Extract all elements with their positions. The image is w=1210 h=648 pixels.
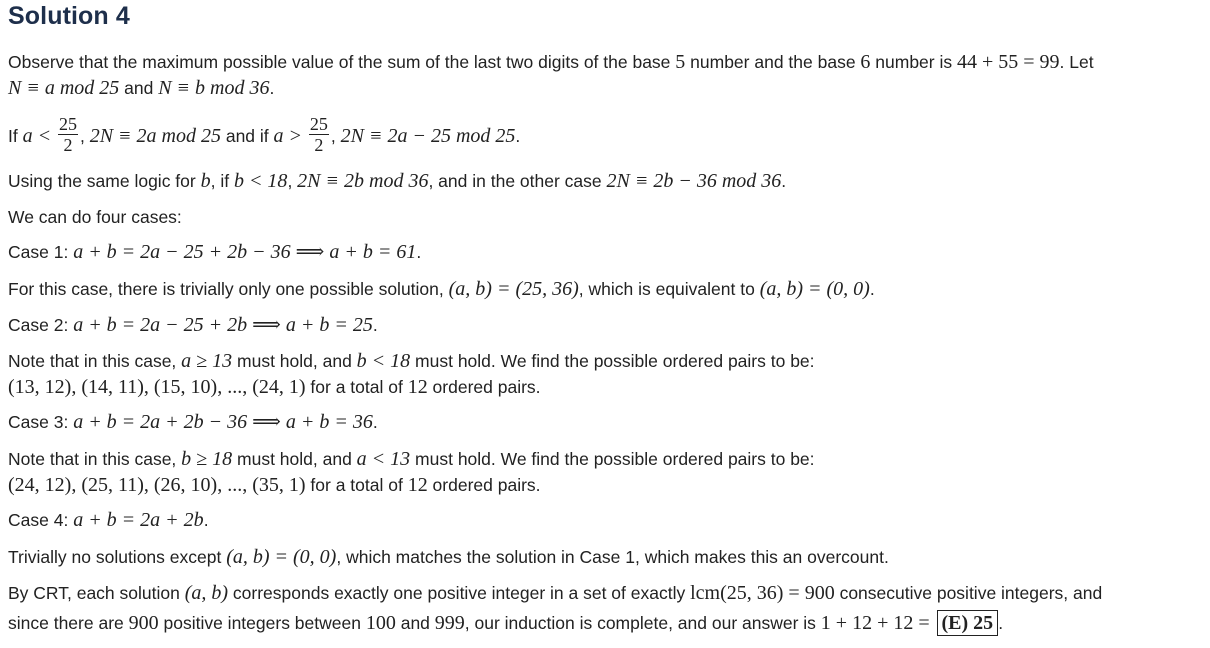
math: 6 (860, 51, 871, 73)
boxed-answer: (E) 25 (937, 610, 999, 636)
text: If (8, 126, 23, 146)
line-4 (8, 170, 786, 192)
text: Trivially no solutions except (8, 547, 227, 567)
math: a < (22, 125, 52, 147)
line-8-case-2 (8, 314, 378, 336)
text: Case 4: (8, 510, 74, 530)
math: (24, 12), (25, 11), (26, 10), ..., (35, 1) (8, 474, 306, 496)
text: . (998, 613, 1004, 633)
line-6-case-1 (8, 241, 421, 263)
line-11-case-3 (8, 411, 378, 433)
math: (a, b) = (0, 0) (759, 278, 870, 300)
text: . Let (1059, 52, 1094, 72)
line-17 (8, 610, 1003, 636)
math: 44 + 55 = 99 (956, 51, 1060, 73)
line-5: We can do four cases: (8, 207, 182, 227)
math: 2N ≡ 2b − 36 mod 36 (606, 170, 782, 192)
line-13 (8, 474, 541, 496)
text: . (203, 510, 209, 530)
text: since there are (8, 613, 129, 633)
line-3 (8, 112, 520, 160)
text: , (79, 126, 90, 146)
text: Case 3: (8, 412, 74, 432)
math: a + b = 2a − 25 + 2b − 36 ⟹ a + b = 61 (73, 241, 417, 263)
math: 900 (128, 612, 159, 634)
math: b < 18 (233, 170, 288, 192)
text: and (119, 78, 159, 98)
text: number is (870, 52, 957, 72)
math: 12 (407, 474, 428, 496)
math: (a, b) (184, 582, 229, 604)
line-15 (8, 546, 889, 568)
text: Note that in this case, (8, 449, 182, 469)
line-1 (8, 51, 1094, 73)
solution-heading: Solution 4 (8, 2, 130, 30)
math: b (200, 170, 211, 192)
text: Note that in this case, (8, 351, 182, 371)
text: and if (220, 126, 274, 146)
numerator: 25 (309, 113, 328, 134)
math: a + b = 2a − 25 + 2b ⟹ a + b = 25 (73, 314, 373, 336)
line-16 (8, 582, 1102, 604)
math: 2N ≡ 2a mod 25 (89, 125, 221, 147)
text: consecutive positive integers, and (834, 583, 1103, 603)
text: , which matches the solution in Case 1, which makes this an overcount. (336, 547, 889, 567)
math: a ≥ 13 (181, 350, 233, 372)
text: . (781, 171, 787, 191)
math: N ≡ b mod 36 (158, 77, 270, 99)
text: must hold. We find the possible ordered pairs to be: (410, 449, 815, 469)
denominator: 2 (63, 134, 73, 155)
math: (a, b) = (25, 36) (448, 278, 579, 300)
math: a < 13 (356, 448, 411, 470)
line-2 (8, 77, 274, 99)
denominator: 2 (314, 134, 324, 155)
math: 999 (434, 612, 465, 634)
text: , our induction is complete, and our answer is (464, 613, 821, 633)
text: . (372, 315, 378, 335)
math: 1 + 12 + 12 = (820, 612, 930, 634)
text: Case 1: (8, 242, 74, 262)
text: , if (210, 171, 234, 191)
text: For this case, there is trivially only one possible solution, (8, 279, 449, 299)
line-10 (8, 376, 541, 398)
line-12 (8, 448, 815, 470)
text: , (330, 126, 341, 146)
line-7 (8, 278, 875, 300)
text: must hold, and (232, 449, 357, 469)
math: 12 (407, 376, 428, 398)
text: . (269, 78, 275, 98)
math: b ≥ 18 (181, 448, 233, 470)
math: lcm(25, 36) = 900 (690, 582, 835, 604)
line-14-case-4 (8, 509, 209, 531)
text: number and the base (685, 52, 861, 72)
text: . (372, 412, 378, 432)
math: 5 (675, 51, 686, 73)
math: a + b = 2a + 2b (73, 509, 204, 531)
math: N ≡ a mod 25 (8, 77, 120, 99)
math: 2N ≡ 2a − 25 mod 25 (340, 125, 516, 147)
math: (13, 12), (14, 11), (15, 10), ..., (24, 1) (8, 376, 306, 398)
text: . (515, 126, 521, 146)
text: Observe that the maximum possible value of the sum of the last two digits of the base (8, 52, 676, 72)
text: . (416, 242, 422, 262)
text: for a total of (305, 475, 408, 495)
text: By CRT, each solution (8, 583, 185, 603)
text: , which is equivalent to (578, 279, 760, 299)
fraction (309, 114, 329, 155)
text: must hold. We find the possible ordered pairs to be: (410, 351, 815, 371)
text: , and in the other case (428, 171, 607, 191)
text: ordered pairs. (427, 475, 541, 495)
text: and (395, 613, 435, 633)
math: (a, b) = (0, 0) (226, 546, 337, 568)
text: positive integers between (158, 613, 366, 633)
text: ordered pairs. (427, 377, 541, 397)
text: corresponds exactly one positive integer in a set of exactly (228, 583, 691, 603)
line-9 (8, 350, 815, 372)
math: 2N ≡ 2b mod 36 (297, 170, 429, 192)
text: Using the same logic for (8, 171, 201, 191)
text: for a total of (305, 377, 408, 397)
numerator: 25 (58, 113, 77, 134)
math: a > (273, 125, 303, 147)
text: . (869, 279, 875, 299)
text: Case 2: (8, 315, 74, 335)
text: , (287, 171, 298, 191)
text: must hold, and (232, 351, 357, 371)
math: 100 (365, 612, 396, 634)
fraction (58, 114, 78, 155)
math: a + b = 2a + 2b − 36 ⟹ a + b = 36 (73, 411, 373, 433)
math: b < 18 (356, 350, 411, 372)
